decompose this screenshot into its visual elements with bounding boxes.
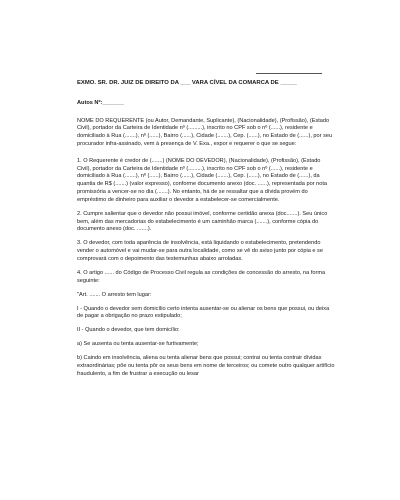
paragraph-2: 2. Cumpre salientar que o devedor não possui imóvel, conforme certidão anexa (doc.......). Seu único bem, além das mercadorias do estabelecimento é um caminhão marca (.......), conforme cópia do documento anexo (doc. .......). (77, 210, 328, 233)
header-rule (256, 73, 322, 74)
paragraph-4: 4. O artigo ...... do Código de Processo Civil regula as condições de concessão do arresto, na forma seguinte: (77, 269, 326, 284)
court-heading: EXMO. SR. DR. JUIZ DE DIREITO DA ___ VARA CÍVEL DA COMARCA DE _____ (77, 80, 297, 86)
quote-item-b: b) Caindo em insolvência, aliena ou tenta alienar bens que possui; contrai ou tenta contrair dívidas extraordinárias; põe ou tenta pôr os seus bens em nome de terceiros; ou comete outro qualquer artifício fraudulento, a fim de frustrar a execução ou lesar (77, 355, 335, 378)
quote-item-ii: II - Quando o devedor, que tem domicílio: (77, 327, 180, 334)
paragraph-qualification: NOME DO REQUERENTE (ou Autor, Demandante, Suplicante), (Nacionalidade), (Profissão), (Estado Civil), portador da Carteira de Identidade nº (.........), inscrito no CPF sob o nº (......), residente e domiciliado à Rua (.......), nº (......), Bairro (......), Cidade (.......), Cep. (......), no Estado de (......), por seu procurador infra-assinado, vem à presença de V. Exa., expor e requerer o que se segue: (77, 117, 333, 147)
paragraph-1: 1. O Requerente é credor de (.......) (NOME DO DEVEDOR), (Nacionalidade), (Profissão), (Estado Civil), portador da Carteira de Identidade nº (.........), inscrito no CPF sob o nº (......), residente e domiciliado à Rua (.......), nº (......), Bairro (......), Cidade (.......), Cep. (......), no Estado de (......), da quantia de R$ (.......) (valor expresso), conforme documento anexo (doc. ......), representada por nota promissória a vencer-se no dia (.......). No entanto, há de se ressaltar que a dívida provém do empréstimo de dinheiro para auxiliar o devedor a estabelecer-se comercialmente. (77, 157, 327, 203)
quote-item-i: I - Quando o devedor sem domicílio certo intenta ausentar-se ou alienar os bens que possui, ou deixa de pagar a obrigação no prazo estipulado; (77, 305, 330, 320)
case-number: Autos Nº:_______ (77, 99, 125, 106)
quote-article: "Art. ....... O arresto tem lugar: (77, 291, 152, 298)
quote-item-a: a) Se ausenta ou tenta ausentar-se furtivamente; (77, 341, 199, 348)
paragraph-3: 3. O devedor, com toda aparência de insolvência, está liquidando o estabelecimento, pretendendo vender o automóvel e vai mudar-se para outra localidade, como se vê do aviso junto por cópia e se comprovará com o depoimento das testemunhas abaixo arroladas. (77, 240, 323, 262)
document-body (77, 80, 335, 385)
